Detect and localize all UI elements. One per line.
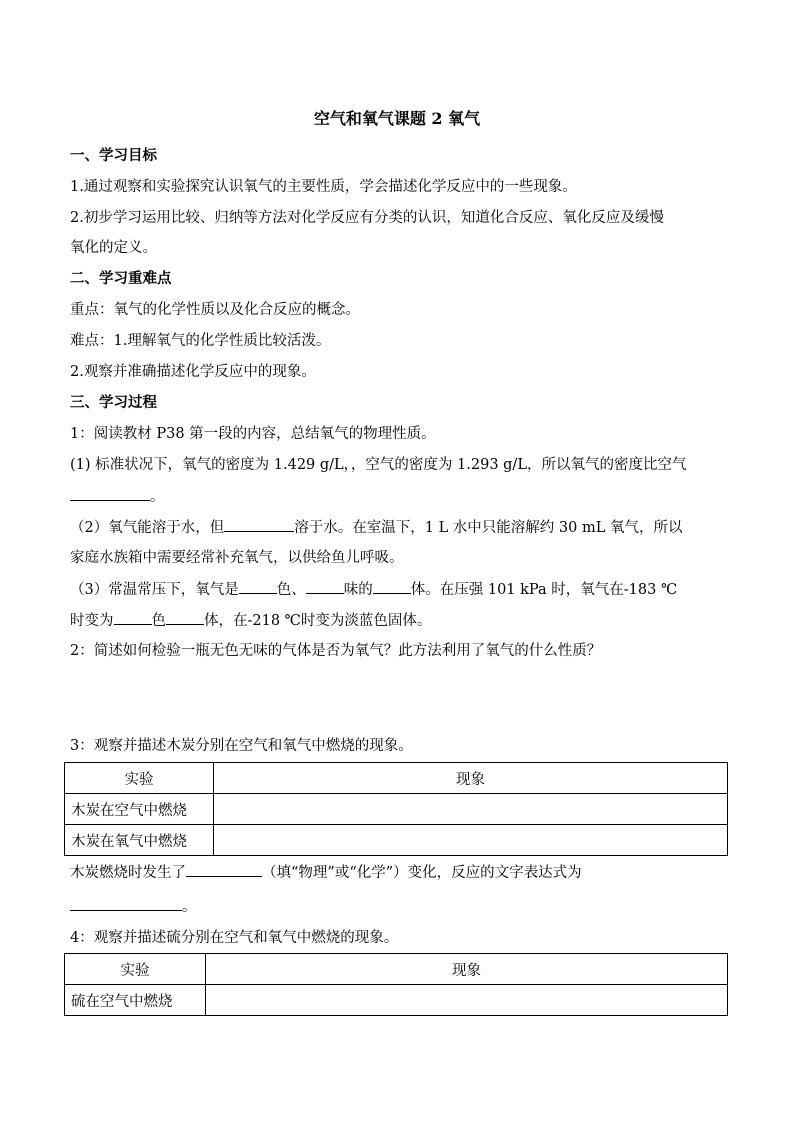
- question-1-3-line-1: （3）常温常压下，氧气是 色、 味的 体。在压强 101 kPa 时，氧气在-183 ℃: [70, 579, 677, 600]
- column-header-experiment: 实验: [65, 954, 206, 985]
- question-1-2-line-1: （2）氧气能溶于水，但 溶于水。在室温下，1 L 水中只能溶解约 30 mL 氧气，所以: [70, 517, 682, 538]
- answer-blank[interactable]: [186, 862, 262, 877]
- question-4: 4：观察并描述硫分别在空气和氧气中燃烧的现象。: [70, 930, 399, 946]
- question-3-answer-line: 。: [70, 896, 197, 917]
- key-point: 重点：氧气的化学性质以及化合反应的概念。: [70, 302, 360, 318]
- answer-blank[interactable]: [166, 610, 204, 625]
- answer-blank[interactable]: [70, 896, 182, 911]
- question-1-3-line-2: 时变为 色 体，在-218 ℃时变为淡蓝色固体。: [70, 610, 431, 631]
- question-3-fill: 木炭燃烧时发生了 （填“物理”或“化学”）变化，反应的文字表达式为: [70, 862, 582, 883]
- column-header-phenomenon: 现象: [206, 954, 728, 985]
- question-1-1: (1) 标准状况下，氧气的密度为 1.429 g/L，，空气的密度为 1.293 g/L，所以氧气的密度比空气: [70, 457, 687, 473]
- answer-blank[interactable]: [224, 517, 294, 532]
- section-heading-process: 三、学习过程: [70, 394, 157, 411]
- page-title: 空气和氧气课题 2 氧气: [313, 109, 481, 128]
- answer-blank[interactable]: [306, 579, 344, 594]
- difficulty-1: 难点：1.理解氧气的化学性质比较活泼。: [70, 333, 331, 349]
- section-heading-key-points: 二、学习重难点: [70, 270, 172, 287]
- goal-2-line-2: 氧化的定义。: [70, 240, 157, 256]
- table-row: [65, 985, 728, 1016]
- question-1-2-line-2: 家庭水族箱中需要经常补充氧气，以供给鱼儿呼吸。: [70, 550, 404, 566]
- answer-cell[interactable]: [214, 794, 728, 825]
- answer-cell[interactable]: [206, 985, 728, 1016]
- table-row: [65, 825, 728, 856]
- question-3: 3：观察并描述木炭分别在空气和氧气中燃烧的现象。: [70, 738, 413, 754]
- answer-blank[interactable]: [239, 579, 277, 594]
- goal-2-line-1: 2.初步学习运用比较、归纳等方法对化学反应有分类的认识，知道化合反应、氧化反应及缓慢: [70, 210, 664, 226]
- column-header-experiment: 实验: [65, 763, 214, 794]
- difficulty-2: 2.观察并准确描述化学反应中的现象。: [70, 364, 316, 380]
- answer-blank[interactable]: [114, 610, 152, 625]
- charcoal-observation-table: [64, 762, 728, 856]
- column-header-phenomenon: 现象: [214, 763, 728, 794]
- answer-blank[interactable]: [373, 579, 411, 594]
- row-label: 木炭在空气中燃烧: [65, 794, 214, 825]
- table-row: [65, 794, 728, 825]
- row-label: 木炭在氧气中燃烧: [65, 825, 214, 856]
- sulfur-observation-table: [64, 953, 728, 1016]
- table-header-row: [65, 954, 728, 985]
- section-heading-goals: 一、学习目标: [70, 147, 157, 164]
- goal-1: 1.通过观察和实验探究认识氧气的主要性质，学会描述化学反应中的一些现象。: [70, 179, 577, 195]
- answer-cell[interactable]: [214, 825, 728, 856]
- question-1: 1：阅读教材 P38 第一段的内容，总结氧气的物理性质。: [70, 426, 436, 442]
- answer-blank[interactable]: [70, 486, 150, 501]
- question-2: 2：简述如何检验一瓶无色无味的气体是否为氧气？此方法利用了氧气的什么性质？: [70, 643, 602, 659]
- row-label: 硫在空气中燃烧: [65, 985, 206, 1016]
- question-1-1-answer-line: 。: [70, 486, 165, 507]
- table-header-row: [65, 763, 728, 794]
